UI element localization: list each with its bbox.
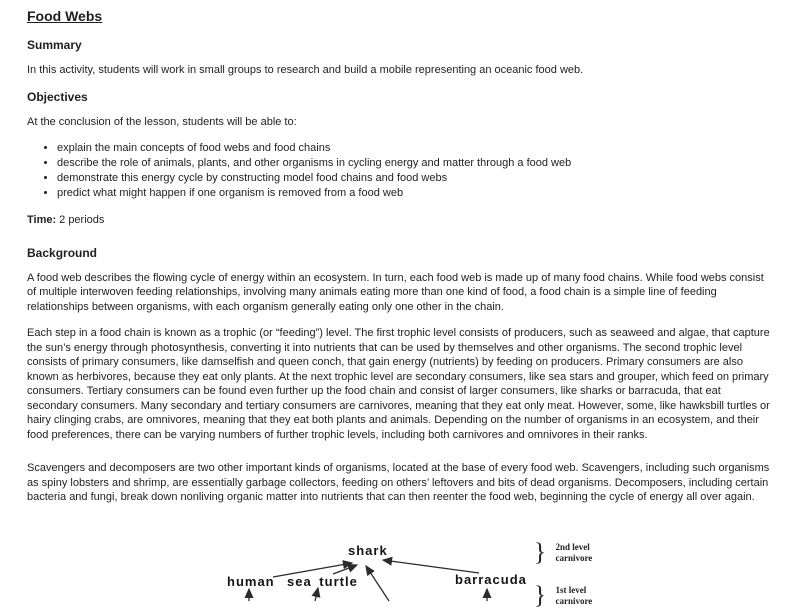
objective-item: • demonstrate this energy cycle by constructing model food chains and food webs (57, 171, 773, 186)
level-line: 1st level (555, 585, 587, 595)
level-label-1st-carnivore (534, 583, 592, 608)
level-label-text (555, 542, 592, 564)
background-paragraph: Each step in a food chain is known as a trophic (or “feeding”) level. The first trophic level consists of producers, such as seaweed and algae, that capture the sun’s energy through photosynthesis, converting it into nutrients that can be used by themselves and other organisms. The second trophic level consists of primary consumers, like damselfish and queen conch, that gain energy (nutrients) by feeding on producers. Primary consumers are also known as herbivores, because they eat only plants. At the next trophic level are secondary consumers, like sea stars and grouper, which feed on primary consumers. Tertiary consumers can be found even further up the food chain and consist of larger consumers, like sharks or barracuda, that eat secondary consumers. Many secondary and tertiary consumers are carnivores, meaning that they eat only meat. However, some, like hawksbill turtles or hairy clinging crabs, are omnivores, meaning that they eat both plants and animals. Depending on the number of organisms in an ecosystem, and their food preferences, there can be varying numbers of further trophic levels, including both carnivores and omnivores in their ranks. (27, 327, 770, 441)
time-label: Time: (27, 214, 57, 226)
summary-paragraph: In this activity, students will work in small groups to research and build a mobile representing an oceanic food web. (27, 64, 584, 76)
objective-item: • predict what might happen if one organism is removed from a food web (57, 186, 773, 201)
level-label-2nd-carnivore (534, 540, 592, 565)
diagram-node-human: human (227, 574, 275, 589)
background-paragraph: A food web describes the flowing cycle of energy within an ecosystem. In turn, each food web is made up of many food chains. While food webs consist of multiple interwoven feeding relationships, involving many animals eating more than one kind of food, a food chain is a simple line of feeding relationships between organisms, with each organism generally eating only one other in the chain. (27, 271, 764, 313)
time-value: 2 periods (59, 214, 105, 226)
brace-icon: } (534, 539, 546, 566)
arrow-lower-organism-to-shark (366, 566, 389, 601)
objectives-intro: At the conclusion of the lesson, students will be able to: (27, 115, 297, 128)
level-line: 2nd level (555, 542, 590, 552)
time-line (27, 213, 773, 228)
level-line: carnivore (555, 553, 593, 563)
level-label-text (555, 585, 592, 607)
objective-item: • explain the main concepts of food webs and food chains (57, 141, 773, 156)
summary-heading: Summary (27, 38, 82, 52)
background-paragraph: Scavengers and decomposers are two other important kinds of organisms, located at the base of every food web. Scavengers, including such organisms as spiny lobsters and shrimp, are essentially garbage collectors, feeding on others’ leftovers and bits of dead organisms. Decomposers, including certain bacteria and fungi, break down nonliving organic matter into nutrients that can then reenter the food web, beginning the cycle of energy all over again. (27, 462, 770, 503)
diagram-node-barracuda: barracuda (455, 572, 527, 587)
diagram-node-sea-turtle: sea turtle (287, 574, 358, 589)
page-title: Food Webs (27, 8, 103, 24)
food-web-diagram (0, 537, 800, 609)
arrow-up-to-seaturtle (315, 588, 318, 601)
brace-icon: } (534, 582, 546, 609)
food-web-arrows (0, 537, 800, 600)
background-heading: Background (27, 245, 98, 260)
objectives-heading: Objectives (27, 89, 88, 104)
objective-item: • describe the role of animals, plants, and other organisms in cycling energy and matter through a food web (57, 156, 773, 171)
level-line: carnivore (555, 596, 593, 606)
diagram-node-shark: shark (348, 543, 388, 558)
objectives-list (27, 141, 773, 201)
